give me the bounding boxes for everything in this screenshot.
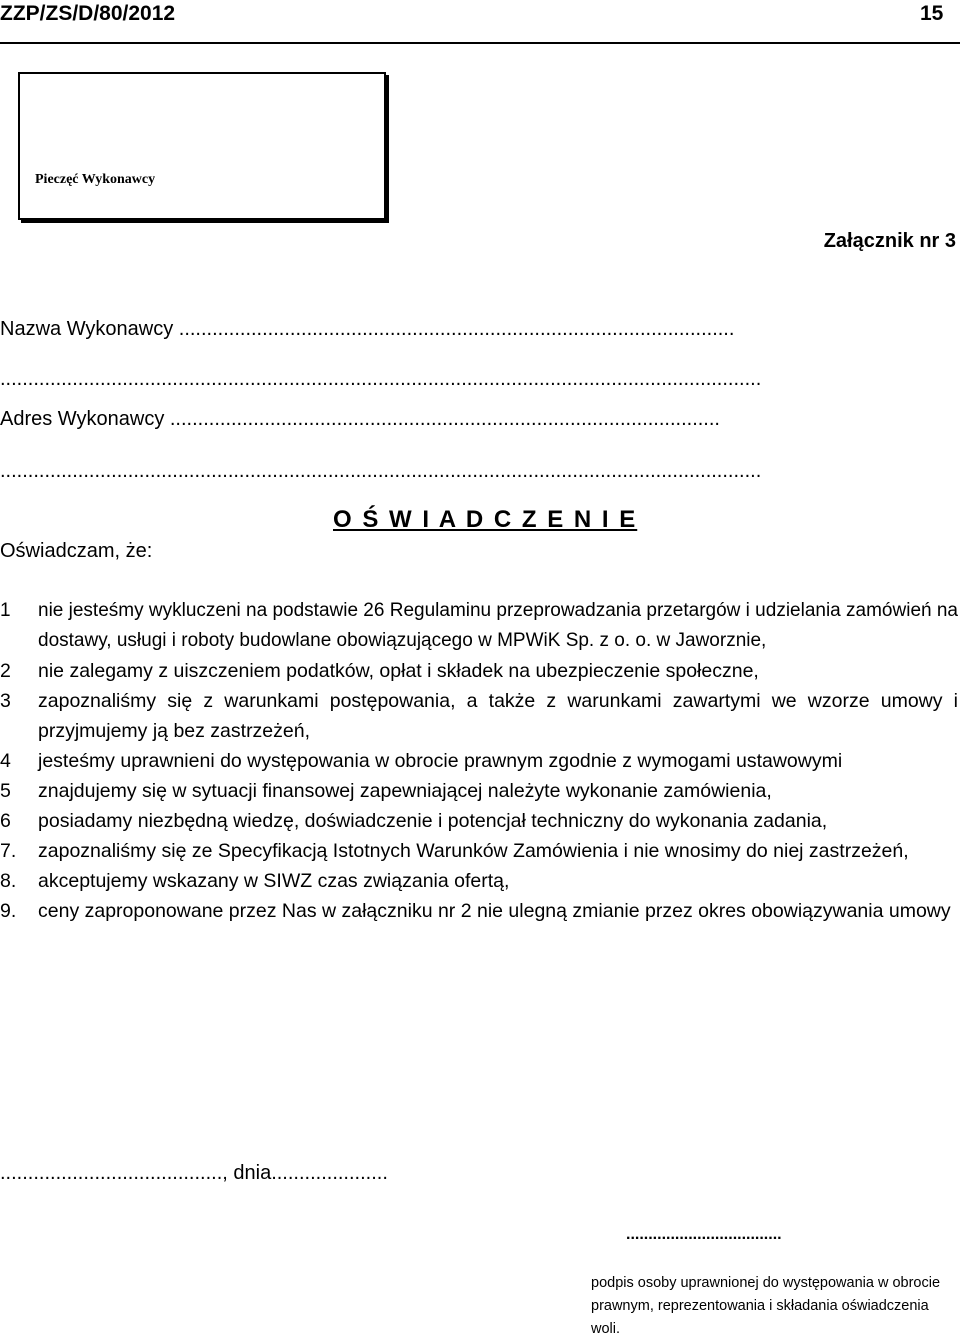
list-item <box>0 776 958 806</box>
contractor-name-field: Nazwa Wykonawcy .................................................................................................... <box>0 318 735 340</box>
item-number: 7. <box>0 840 17 862</box>
signature-line: ................................... <box>626 1226 782 1243</box>
list-item <box>0 746 958 776</box>
contractor-address-field: Adres Wykonawcy ................................................................................................... <box>0 408 720 430</box>
header-rule <box>0 42 960 44</box>
list-item <box>0 686 958 746</box>
item-number: 3 <box>0 690 11 712</box>
contractor-name-continuation: ......................................................................................................................................... <box>0 368 762 390</box>
declaration-list <box>0 596 958 926</box>
item-number: 9. <box>0 900 17 922</box>
attachment-label: Załącznik nr 3 <box>823 230 956 252</box>
item-text: posiadamy niezbędną wiedzę, doświadczenie i potencjał techniczny do wykonania zadania, <box>38 810 828 832</box>
page-number: 15 <box>920 2 944 25</box>
item-text: nie zalegamy z uiszczeniem podatków, opłat i składek na ubezpieczenie społeczne, <box>38 660 759 682</box>
item-text: zapoznaliśmy się ze Specyfikacją Istotnych Warunków Zamówienia i nie wnosimy do niej zastrzeżeń, <box>38 840 909 862</box>
item-text: ceny zaproponowane przez Nas w załączniku nr 2 nie ulegną zmianie przez okres obowiązywania umowy <box>38 900 951 922</box>
list-item <box>0 806 958 836</box>
item-number: 4 <box>0 750 11 772</box>
declaration-title: O Ś W I A D C Z E N I E <box>333 506 638 533</box>
stamp-label: Pieczęć Wykonawcy <box>35 172 156 187</box>
item-number: 2 <box>0 660 11 682</box>
stamp-box <box>18 72 386 220</box>
item-text: akceptujemy wskazany w SIWZ czas związania ofertą, <box>38 870 510 892</box>
place-date-line: ........................................, dnia..................... <box>0 1162 388 1184</box>
item-number: 1 <box>0 600 11 621</box>
declaration-intro: Oświadczam, że: <box>0 540 153 562</box>
list-item <box>0 836 958 866</box>
item-text: znajdujemy się w sytuacji finansowej zapewniającej należyte wykonanie zamówienia, <box>38 780 772 802</box>
contractor-address-continuation: ......................................................................................................................................... <box>0 460 762 482</box>
list-item <box>0 866 958 896</box>
item-number: 8. <box>0 870 17 892</box>
item-text: nie jesteśmy wykluczeni na podstawie 26 Regulaminu przeprowadzania przetargów i udzielania zamówień na dostawy, usługi i roboty budowlane obowiązującego w MPWiK Sp. z o. o. w Jaworznie, <box>38 600 958 651</box>
list-item <box>0 596 958 656</box>
document-id: ZZP/ZS/D/80/2012 <box>0 2 176 25</box>
item-number: 5 <box>0 780 11 802</box>
list-item <box>0 896 958 926</box>
item-text: jesteśmy uprawnieni do występowania w obrocie prawnym zgodnie z wymogami ustawowymi <box>38 750 843 772</box>
item-text: zapoznaliśmy się z warunkami postępowania, a także z warunkami zawartymi we wzorze umowy i przyjmujemy ją bez zastrzeżeń, <box>38 690 958 742</box>
item-number: 6 <box>0 810 11 832</box>
signature-note: podpis osoby uprawnionej do występowania w obrocie prawnym, reprezentowania i składania oświadczenia woli. <box>591 1275 941 1337</box>
list-item <box>0 656 958 686</box>
